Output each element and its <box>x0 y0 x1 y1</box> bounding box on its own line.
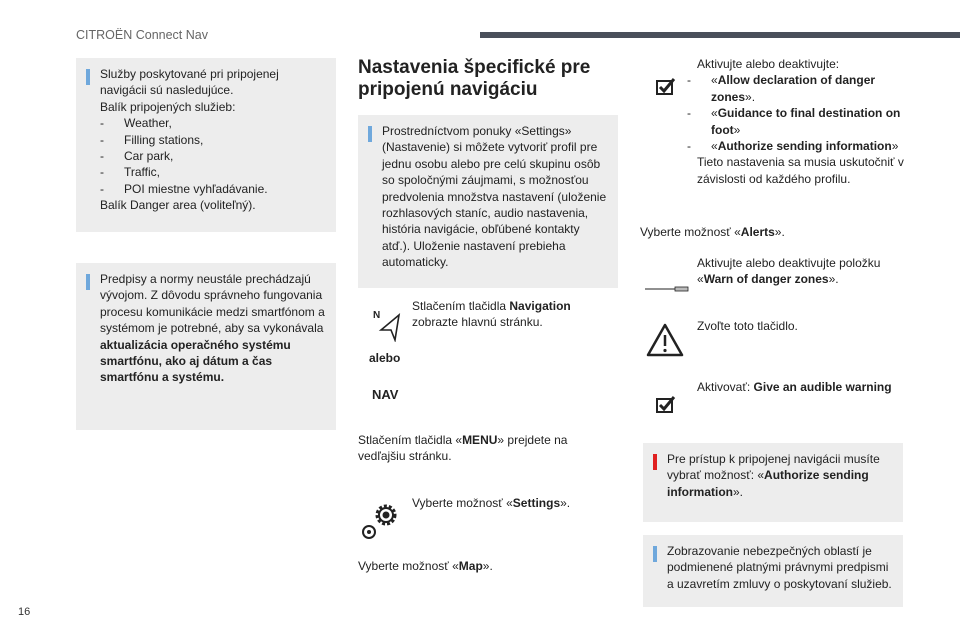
access-warning-note <box>643 443 903 522</box>
danger-pack: Balík Danger area (voliteľný). <box>100 198 256 213</box>
danger-zones-text: Zobrazovanie nebezpečných oblastí je podmienené platnými právnymi predpismi a uzavretím zmluvy o poskytovaní služieb. <box>667 544 892 591</box>
choose-instruction: Zvoľte toto tlačidlo. <box>697 319 798 333</box>
settings-note <box>358 115 618 288</box>
list-item: - POI miestne vyhľadávanie. <box>100 181 326 197</box>
regulations-bold: aktualizácia operačného systému smartfónu, ako aj dátum a čas smartfónu a systému. <box>100 337 291 385</box>
bold-text: Authorize sending information <box>717 139 892 154</box>
header-title: CITROËN Connect Nav <box>76 28 208 42</box>
warning-triangle-icon <box>646 323 684 361</box>
list-item: - Traffic, <box>100 164 326 180</box>
text: Vyberte možnosť « <box>358 559 459 573</box>
navigation-icon-letter: N <box>373 310 381 321</box>
checkbox-checked-icon <box>656 396 676 418</box>
list-item: - Car park, <box>100 148 326 164</box>
text: ». <box>828 272 839 287</box>
bold-text: Map <box>458 559 483 573</box>
note-marker <box>653 546 657 562</box>
text: zobrazte hlavnú stránku. <box>412 315 543 330</box>
bold-text: Settings <box>512 496 561 510</box>
danger-zones-note <box>643 535 903 607</box>
or-label: alebo <box>369 351 401 365</box>
note-marker <box>368 126 372 142</box>
bold-text: Navigation <box>509 299 571 313</box>
text: Stlačením tlačidla <box>412 299 510 313</box>
text: ». <box>482 559 493 573</box>
text: ». <box>560 496 571 510</box>
warn-instruction <box>697 255 907 288</box>
text: Vyberte možnosť « <box>412 496 513 510</box>
list-item: - Filling stations, <box>100 132 326 148</box>
audible-instruction <box>697 379 892 395</box>
list-item: - «Guidance to final destination on foot» <box>687 105 907 138</box>
toggle-intro: Aktivujte alebo deaktivujte: <box>697 57 840 71</box>
note-marker <box>86 274 90 290</box>
menu-instruction <box>358 432 608 465</box>
toggle-note: Tieto nastavenia sa musia uskutočniť v závislosti od každého profilu. <box>697 155 904 186</box>
services-list <box>100 115 326 197</box>
text: Stlačením tlačidla « <box>358 433 463 447</box>
regulations-note <box>76 263 336 430</box>
bold-text: Guidance to final destination on foot <box>711 106 901 137</box>
list-item: - «Authorize sending information» <box>687 138 907 154</box>
text: Aktivujte alebo deaktivujte položku « <box>697 256 881 287</box>
header-bar <box>480 32 960 38</box>
checkbox-checked-icon <box>656 78 676 100</box>
list-item: - «Allow declaration of danger zones». <box>687 72 907 105</box>
settings-note-text: Prostredníctvom ponuky «Settings» (Nastavenie) si môžete vytvoriť profil pre jednu osobu alebo pre celú skupinu osôb so spoločnými záujmami, s možnosťou predvolenia množstva nastavení (uloženie rozhlasových staníc, audio nastavenia, história navigácie, obľúbené kontakty atď.). Uloženie nastavení prebieha automaticky. <box>382 124 607 270</box>
services-note <box>76 58 336 232</box>
bold-text: Allow declaration of danger zones <box>711 73 876 104</box>
list-item: - Weather, <box>100 115 326 131</box>
page-number: 16 <box>18 606 31 618</box>
note-marker <box>86 69 90 85</box>
text: » prejdete na vedľajšiu stránku. <box>358 433 568 464</box>
map-instruction <box>358 558 493 574</box>
services-intro: Služby poskytované pri pripojenej navigácii sú nasledujúce. <box>100 67 279 98</box>
services-pack: Balík pripojených služieb: <box>100 99 236 114</box>
navigation-instruction <box>412 298 612 331</box>
toggle-options <box>697 56 907 187</box>
bold-text: MENU <box>462 433 498 447</box>
alerts-instruction <box>640 224 785 240</box>
bold-text: Authorize sending information <box>667 468 869 499</box>
text: ». <box>733 484 744 499</box>
warning-marker <box>653 454 657 470</box>
bold-text: Give an audible warning <box>753 380 892 394</box>
nav-button-label: NAV <box>372 387 399 402</box>
bold-text: Alerts <box>740 225 775 239</box>
text: Vyberte možnosť « <box>640 225 741 239</box>
settings-instruction <box>412 495 570 511</box>
slider-toggle-icon <box>645 280 690 296</box>
text: ». <box>774 225 785 239</box>
settings-gear-icon <box>360 500 404 548</box>
text: Pre prístup k pripojenej navigácii musíte vybrať možnosť: « <box>667 452 880 483</box>
section-title: Nastavenia špecifické pre pripojenú navigáciu <box>358 57 591 100</box>
bold-text: Warn of danger zones <box>703 272 829 287</box>
text: Aktivovať: <box>697 380 754 394</box>
regulations-text: Predpisy a normy neustále prechádzajú vývojom. Z dôvodu správneho fungovania procesu komunikácie medzi smartfónom a systémom je potrebné, aby sa vykonávala <box>100 272 325 336</box>
